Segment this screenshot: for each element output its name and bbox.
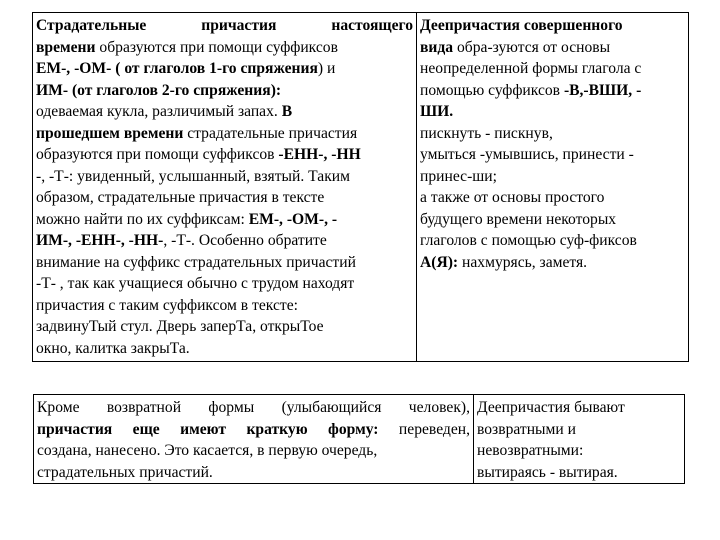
text-run: Т: [300, 318, 309, 335]
text-run: помощью суффиксов: [420, 81, 564, 99]
reflexive-gerunds-cell: [474, 395, 685, 484]
text-line: [36, 58, 413, 80]
text-run: а.: [178, 339, 190, 357]
text-line: [36, 316, 413, 338]
text-run: -, -Т-: увиденный, услышанный, взятый. Таким: [36, 167, 350, 185]
text-line: [36, 166, 413, 188]
text-run: одеваемая кукла, различимый запах.: [36, 103, 282, 120]
text-run: внимание на суффикс страдательных причастий: [36, 253, 356, 271]
text-run: ый стул. Дверь запер: [97, 318, 237, 335]
text-run: а, откры: [245, 318, 301, 335]
text-line: [420, 230, 685, 252]
text-run: -Т- , так как учащиеся обычно с трудом находят: [36, 275, 355, 292]
reflexive-gerunds-text: [474, 395, 684, 483]
short-form-text: [34, 395, 473, 483]
text-run: ШИ.: [420, 103, 454, 120]
text-line: [36, 295, 413, 317]
text-run: ИМ-, -ЕНН-, -НН-: [36, 232, 164, 249]
text-run: -В,-ВШИ, -: [563, 81, 642, 99]
text-run: страдательных причастий.: [37, 463, 213, 481]
text-run: В: [281, 103, 293, 120]
text-line: [37, 462, 470, 484]
text-run: невозвратными:: [477, 442, 584, 459]
short-form-cell: [34, 395, 474, 484]
text-line: [36, 80, 413, 102]
text-line: [36, 144, 413, 166]
participles-cell: [33, 13, 417, 362]
text-run: Т: [236, 318, 246, 335]
text-line: [36, 273, 413, 295]
text-run: ) и: [317, 60, 336, 77]
text-run: обра-зуются от основы: [453, 38, 611, 56]
text-line: [477, 419, 681, 441]
text-line: [420, 15, 685, 37]
text-run: образом, страдательные причастия в тексте: [36, 189, 325, 206]
text-run: -ЕНН-, -НН: [278, 146, 361, 163]
text-line: [420, 187, 685, 209]
text-line: [36, 252, 413, 274]
text-line: [420, 80, 685, 102]
lower-table: [33, 394, 685, 484]
upper-table: [32, 12, 689, 362]
text-run: вида: [420, 38, 454, 56]
text-run: создана, нанесено. Это касается, в первую очередь,: [37, 442, 378, 459]
text-line: [37, 397, 470, 419]
text-run: причастия с таким суффиксом в тексте:: [36, 296, 298, 314]
text-line: [36, 338, 413, 360]
text-line: [420, 101, 685, 123]
text-line: [36, 15, 413, 37]
text-run: ЕМ-, -ОМ- ( от глаголов 1-го спряжения: [36, 60, 318, 77]
text-line: [37, 440, 470, 462]
text-run: причастия еще имеют краткую форму:: [37, 420, 379, 438]
text-run: окно, калитка закры: [36, 339, 170, 357]
text-run: неопределенной формы глагола с: [420, 60, 642, 77]
text-line: [36, 187, 413, 209]
text-run: нахмурясь, заметя.: [458, 253, 588, 271]
text-run: Т: [169, 339, 179, 357]
text-line: [420, 58, 685, 80]
text-line: [420, 37, 685, 59]
text-line: [420, 166, 685, 188]
text-line: [477, 440, 681, 462]
text-run: образуются при помощи суффиксов: [95, 38, 338, 56]
gerunds-cell: [417, 13, 689, 362]
text-run: Кроме возвратной формы (улыбающийся человек),: [37, 399, 470, 416]
text-line: [36, 37, 413, 59]
text-run: времени: [36, 38, 96, 56]
text-run: , -Т-. Особенно обратите: [163, 232, 327, 249]
text-run: будущего времени некоторых: [420, 210, 617, 228]
text-line: [420, 144, 685, 166]
text-run: ое: [308, 318, 324, 335]
text-run: образуются при помощи суффиксов: [36, 146, 279, 163]
participles-text: [33, 13, 416, 359]
text-run: а также от основы простого: [420, 189, 605, 206]
text-line: [36, 209, 413, 231]
text-run: Деепричастия совершенного: [420, 17, 623, 34]
text-line: [420, 123, 685, 145]
text-run: задвину: [36, 318, 89, 335]
text-run: А(Я):: [420, 253, 459, 271]
text-line: [36, 101, 413, 123]
text-run: переведен,: [378, 420, 470, 438]
text-line: [477, 397, 681, 419]
text-run: Деепричастия бывают: [477, 399, 625, 416]
text-run: можно найти по их суффиксам:: [36, 210, 249, 228]
text-run: глаголов с помощью суф-фиксов: [420, 232, 637, 249]
text-run: вытираясь - вытирая.: [477, 463, 618, 481]
text-run: Страдательные причастия настоящего: [36, 17, 413, 34]
text-run: пискнуть - пискнув,: [420, 124, 553, 142]
text-line: [477, 462, 681, 484]
text-line: [420, 209, 685, 231]
text-run: ИМ- (от глаголов 2-го спряжения):: [36, 81, 282, 99]
text-run: прошедшем времени: [36, 124, 184, 142]
text-line: [420, 252, 685, 274]
text-run: страдательные причастия: [183, 124, 358, 142]
text-run: Т: [88, 318, 98, 335]
text-line: [37, 419, 470, 441]
gerunds-text: [417, 13, 688, 273]
text-line: [36, 230, 413, 252]
text-run: ЕМ-, -ОМ-, -: [248, 210, 338, 228]
text-run: принес-ши;: [420, 167, 497, 185]
text-run: умыться -умывшись, принести -: [420, 146, 634, 163]
text-run: возвратными и: [477, 420, 576, 438]
text-line: [36, 123, 413, 145]
